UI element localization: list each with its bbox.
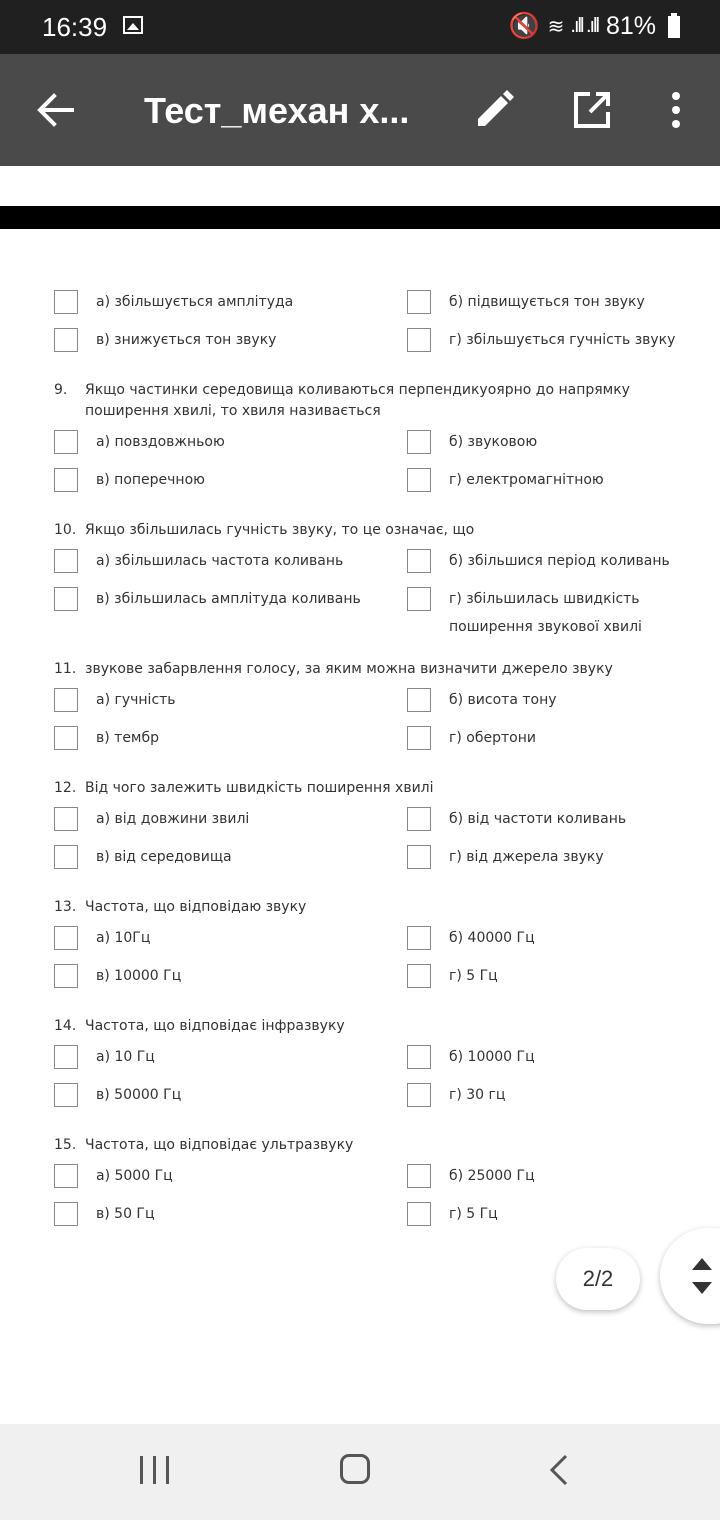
checkbox[interactable] <box>54 1164 78 1188</box>
option-a[interactable]: а) 10 Гц <box>54 1045 394 1069</box>
checkbox[interactable] <box>407 1045 431 1069</box>
checkbox[interactable] <box>54 964 78 988</box>
checkbox[interactable] <box>54 926 78 950</box>
wifi-icon: ≋ <box>547 16 563 38</box>
checkbox[interactable] <box>54 430 78 454</box>
option-a[interactable]: а) від довжини звилі <box>54 807 394 831</box>
option-c[interactable]: в) збільшилась амплітуда коливань <box>54 587 394 611</box>
option-c[interactable]: в) 10000 Гц <box>54 964 394 988</box>
checkbox[interactable] <box>407 1202 431 1226</box>
question-text: 9. Якщо частинки середовища коливаються перпендикуоярно до напрямку поширення хвилі, то хвиля називається <box>54 382 630 419</box>
recents-icon[interactable] <box>140 1456 170 1484</box>
battery-percent: 81% <box>605 12 656 40</box>
mute-icon: 🔇 <box>508 12 540 40</box>
checkbox[interactable] <box>407 430 431 454</box>
checkbox[interactable] <box>407 926 431 950</box>
question-15 <box>0 1135 720 1240</box>
option-d[interactable]: г) електромагнітною <box>407 468 717 492</box>
home-icon[interactable] <box>340 1454 370 1484</box>
checkbox[interactable] <box>407 1164 431 1188</box>
checkbox[interactable] <box>407 845 431 869</box>
question-8-continued <box>0 290 720 366</box>
option-b[interactable]: б) збільшися період коливань <box>407 549 717 573</box>
clock: 16:39 <box>42 12 108 42</box>
checkbox[interactable] <box>407 726 431 750</box>
option-d[interactable]: г) збільшилась швидкість поширення звукової хвилі <box>407 587 717 641</box>
checkbox[interactable] <box>54 1202 78 1226</box>
option-a[interactable]: а) 10Гц <box>54 926 394 950</box>
edit-pencil-icon[interactable] <box>474 90 514 130</box>
image-notification-icon <box>123 16 143 34</box>
option-b[interactable]: б) 40000 Гц <box>407 926 717 950</box>
system-nav-bar <box>0 1424 720 1520</box>
battery-icon <box>668 16 680 38</box>
checkbox[interactable] <box>54 726 78 750</box>
option-c[interactable]: в) поперечною <box>54 468 394 492</box>
option-b[interactable]: б) від частоти коливань <box>407 807 717 831</box>
back-nav-icon[interactable] <box>548 1454 570 1486</box>
option-d[interactable]: г) збільшується гучність звуку <box>407 328 717 352</box>
question-text: 11. звукове забарвлення голосу, за яким можна визначити джерело звуку <box>54 661 613 677</box>
checkbox[interactable] <box>54 328 78 352</box>
more-vert-icon[interactable] <box>660 90 692 130</box>
option-b[interactable]: б) 10000 Гц <box>407 1045 717 1069</box>
question-11 <box>0 659 720 764</box>
page-separator-bar <box>0 206 720 229</box>
scroll-down-arrow-icon <box>692 1282 712 1294</box>
checkbox[interactable] <box>407 587 431 611</box>
option-d[interactable]: г) 5 Гц <box>407 964 717 988</box>
option-a[interactable]: а) повздовжньою <box>54 430 394 454</box>
question-list <box>0 290 720 1240</box>
question-text: 14. Частота, що відповідає інфразвуку <box>54 1018 345 1034</box>
option-a[interactable]: а) збільшилась частота коливань <box>54 549 394 573</box>
checkbox[interactable] <box>54 845 78 869</box>
question-text: 15. Частота, що відповідає ультразвуку <box>54 1137 354 1153</box>
option-d[interactable]: г) 30 гц <box>407 1083 717 1107</box>
checkbox[interactable] <box>407 549 431 573</box>
status-icons <box>508 12 680 41</box>
checkbox[interactable] <box>407 807 431 831</box>
option-c[interactable]: в) знижується тон звуку <box>54 328 394 352</box>
document-title: Тест_механ х... <box>144 90 410 131</box>
option-d[interactable]: г) 5 Гц <box>407 1202 717 1226</box>
signal-icon: .ıll .ıll <box>570 15 598 37</box>
option-c[interactable]: в) від середовища <box>54 845 394 869</box>
question-text: 10. Якщо збільшилась гучність звуку, то це означає, що <box>54 522 475 538</box>
option-c[interactable]: в) 50 Гц <box>54 1202 394 1226</box>
checkbox[interactable] <box>54 1045 78 1069</box>
checkbox[interactable] <box>54 549 78 573</box>
option-d[interactable]: г) від джерела звуку <box>407 845 717 869</box>
checkbox[interactable] <box>407 688 431 712</box>
option-b[interactable]: б) 25000 Гц <box>407 1164 717 1188</box>
option-c[interactable]: в) 50000 Гц <box>54 1083 394 1107</box>
checkbox[interactable] <box>407 468 431 492</box>
option-a[interactable]: а) збільшується амплітуда <box>54 290 394 314</box>
question-14 <box>0 1016 720 1121</box>
option-b[interactable]: б) висота тону <box>407 688 717 712</box>
checkbox[interactable] <box>54 587 78 611</box>
question-13 <box>0 897 720 1002</box>
checkbox[interactable] <box>407 328 431 352</box>
option-b[interactable]: б) звуковою <box>407 430 717 454</box>
open-external-icon[interactable] <box>572 90 612 130</box>
question-9 <box>0 380 720 506</box>
option-a[interactable]: а) 5000 Гц <box>54 1164 394 1188</box>
checkbox[interactable] <box>407 290 431 314</box>
scroll-handle-button[interactable] <box>660 1228 720 1324</box>
checkbox[interactable] <box>54 1083 78 1107</box>
question-text: 13. Частота, що відповідаю звуку <box>54 899 307 915</box>
question-text: 12. Від чого залежить швидкість поширення хвилі <box>54 780 434 796</box>
checkbox[interactable] <box>54 688 78 712</box>
page-indicator: 2/2 <box>556 1248 640 1310</box>
option-b[interactable]: б) підвищується тон звуку <box>407 290 717 314</box>
checkbox[interactable] <box>54 290 78 314</box>
option-d[interactable]: г) обертони <box>407 726 717 750</box>
checkbox[interactable] <box>407 964 431 988</box>
app-bar <box>0 54 720 166</box>
question-12 <box>0 778 720 883</box>
checkbox[interactable] <box>407 1083 431 1107</box>
checkbox[interactable] <box>54 468 78 492</box>
back-arrow-icon[interactable] <box>36 90 76 130</box>
scroll-up-arrow-icon <box>692 1258 712 1270</box>
status-bar <box>0 0 720 54</box>
option-c[interactable]: в) тембр <box>54 726 394 750</box>
question-10 <box>0 520 720 645</box>
checkbox[interactable] <box>54 807 78 831</box>
option-a[interactable]: а) гучність <box>54 688 394 712</box>
